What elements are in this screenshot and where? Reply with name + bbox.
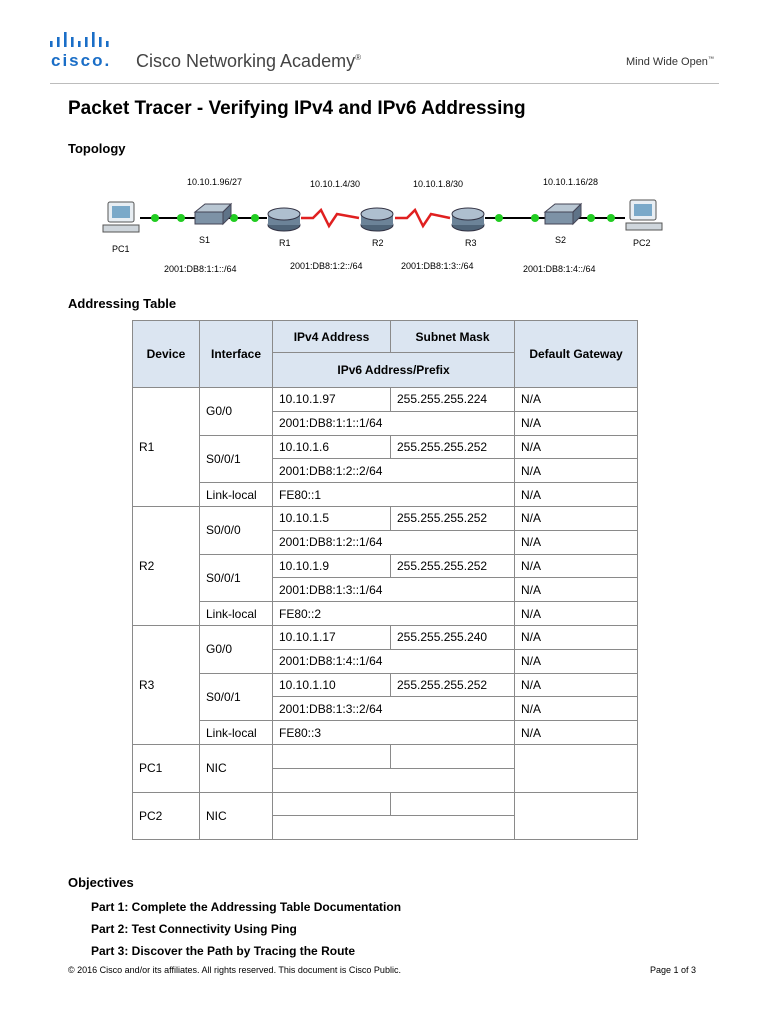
table-row <box>133 506 638 530</box>
interface-cell: G0/0 <box>200 625 273 673</box>
ipv4-cell: 10.10.1.6 <box>273 435 391 459</box>
tagline: Mind Wide Open™ <box>626 56 714 68</box>
objective-item: Part 2: Test Connectivity Using Ping <box>91 922 297 936</box>
link-r2-r3-serial <box>395 210 450 226</box>
interface-cell: NIC <box>200 792 273 840</box>
device-label: S1 <box>199 235 211 245</box>
switch-s1-icon <box>195 204 231 224</box>
topology-diagram <box>95 168 675 286</box>
device-label: PC1 <box>112 244 130 254</box>
net-ipv6-label: 2001:DB8:1:3::/64 <box>401 261 474 271</box>
ipv6-cell: 2001:DB8:1:3::1/64 <box>273 578 515 602</box>
net-ipv4-label: 10.10.1.16/28 <box>543 177 599 187</box>
addressing-table-heading: Addressing Table <box>68 296 177 311</box>
device-label: R1 <box>279 238 291 248</box>
link-local-cell: FE80::2 <box>273 602 515 626</box>
device-cell: PC1 <box>133 744 200 792</box>
mask-cell: 255.255.255.252 <box>391 673 515 697</box>
gateway-cell: N/A <box>515 554 638 578</box>
gateway-cell: N/A <box>515 649 638 673</box>
ipv4-cell: 10.10.1.97 <box>273 388 391 412</box>
gateway-cell: N/A <box>515 697 638 721</box>
device-cell: PC2 <box>133 792 200 840</box>
ipv4-cell: 10.10.1.5 <box>273 506 391 530</box>
ipv6-cell: 2001:DB8:1:4::1/64 <box>273 649 515 673</box>
table-row <box>133 388 638 412</box>
mask-cell: 255.255.255.224 <box>391 388 515 412</box>
ipv4-cell-empty <box>273 744 391 768</box>
col-header-mask: Subnet Mask <box>391 321 515 353</box>
header-divider <box>50 83 719 84</box>
mask-cell: 255.255.255.252 <box>391 435 515 459</box>
ipv6-cell-empty <box>273 768 515 792</box>
device-label: PC2 <box>633 238 651 248</box>
interface-cell: S0/0/1 <box>200 435 273 483</box>
col-header-gateway: Default Gateway <box>515 321 638 388</box>
ipv6-cell: 2001:DB8:1:3::2/64 <box>273 697 515 721</box>
mask-cell: 255.255.255.252 <box>391 506 515 530</box>
interface-cell: NIC <box>200 744 273 792</box>
interface-cell: G0/0 <box>200 388 273 436</box>
table-row <box>133 435 638 459</box>
router-r2-icon <box>361 208 393 231</box>
gateway-cell-empty <box>515 744 638 792</box>
interface-cell: S0/0/1 <box>200 554 273 602</box>
net-ipv6-label: 2001:DB8:1:2::/64 <box>290 261 363 271</box>
gateway-cell: N/A <box>515 435 638 459</box>
ipv6-cell-empty <box>273 816 515 840</box>
objectives-heading: Objectives <box>68 875 134 890</box>
gateway-cell: N/A <box>515 602 638 626</box>
router-r1-icon <box>268 208 300 231</box>
device-cell: R3 <box>133 625 200 744</box>
gateway-cell: N/A <box>515 673 638 697</box>
ipv6-cell: 2001:DB8:1:2::2/64 <box>273 459 515 483</box>
interface-cell: Link-local <box>200 483 273 507</box>
cisco-logo-text: cisco. <box>51 51 112 70</box>
page-header <box>0 0 768 82</box>
col-header-ipv6: IPv6 Address/Prefix <box>273 353 515 388</box>
mask-cell: 255.255.255.240 <box>391 625 515 649</box>
table-row <box>133 792 638 816</box>
ipv4-cell-empty <box>273 792 391 816</box>
gateway-cell: N/A <box>515 483 638 507</box>
net-ipv6-label: 2001:DB8:1:1::/64 <box>164 264 237 274</box>
ipv6-cell: 2001:DB8:1:1::1/64 <box>273 411 515 435</box>
device-cell: R1 <box>133 388 200 507</box>
gateway-cell: N/A <box>515 578 638 602</box>
academy-name: Cisco Networking Academy® <box>136 51 361 71</box>
gateway-cell: N/A <box>515 459 638 483</box>
router-r3-icon <box>452 208 484 231</box>
gateway-cell: N/A <box>515 388 638 412</box>
gateway-cell: N/A <box>515 411 638 435</box>
col-header-interface: Interface <box>200 321 273 388</box>
mask-cell-empty <box>391 792 515 816</box>
net-ipv4-label: 10.10.1.8/30 <box>413 179 464 189</box>
mask-cell: 255.255.255.252 <box>391 554 515 578</box>
col-header-device: Device <box>133 321 200 388</box>
footer-page-number: Page 1 of 3 <box>650 965 697 975</box>
gateway-cell: N/A <box>515 625 638 649</box>
device-label: R2 <box>372 238 384 248</box>
table-row <box>133 483 638 507</box>
col-header-ipv4: IPv4 Address <box>273 321 391 353</box>
net-ipv4-label: 10.10.1.4/30 <box>310 179 361 189</box>
link-r1-r2-serial <box>301 210 359 226</box>
device-label: R3 <box>465 238 477 248</box>
ipv6-cell: 2001:DB8:1:2::1/64 <box>273 530 515 554</box>
ipv4-cell: 10.10.1.10 <box>273 673 391 697</box>
pc1-icon <box>103 202 139 232</box>
ipv4-cell: 10.10.1.9 <box>273 554 391 578</box>
objective-item: Part 1: Complete the Addressing Table Documentation <box>91 900 402 914</box>
interface-cell: S0/0/1 <box>200 673 273 721</box>
mask-cell-empty <box>391 744 515 768</box>
net-ipv4-label: 10.10.1.96/27 <box>187 177 243 187</box>
ipv4-cell: 10.10.1.17 <box>273 625 391 649</box>
gateway-cell-empty <box>515 792 638 840</box>
device-cell: R2 <box>133 506 200 625</box>
gateway-cell: N/A <box>515 721 638 745</box>
footer-copyright: © 2016 Cisco and/or its affiliates. All rights reserved. This document is Cisco Public. <box>68 965 401 975</box>
topology-heading: Topology <box>68 141 126 156</box>
interface-cell: Link-local <box>200 602 273 626</box>
gateway-cell: N/A <box>515 506 638 530</box>
table-row <box>133 625 638 649</box>
pc2-icon <box>626 200 662 230</box>
net-ipv6-label: 2001:DB8:1:4::/64 <box>523 264 596 274</box>
table-row <box>133 721 638 745</box>
gateway-cell: N/A <box>515 530 638 554</box>
cisco-logo-icon <box>50 32 120 48</box>
table-row <box>133 744 638 768</box>
page-title: Packet Tracer - Verifying IPv4 and IPv6 Addressing <box>68 98 526 119</box>
addressing-table <box>132 320 638 840</box>
table-row <box>133 554 638 578</box>
interface-cell: Link-local <box>200 721 273 745</box>
table-row <box>133 602 638 626</box>
link-local-cell: FE80::1 <box>273 483 515 507</box>
objective-item: Part 3: Discover the Path by Tracing the Route <box>91 944 356 958</box>
interface-cell: S0/0/0 <box>200 506 273 554</box>
table-row <box>133 673 638 697</box>
link-local-cell: FE80::3 <box>273 721 515 745</box>
switch-s2-icon <box>545 204 581 224</box>
device-label: S2 <box>555 235 567 245</box>
